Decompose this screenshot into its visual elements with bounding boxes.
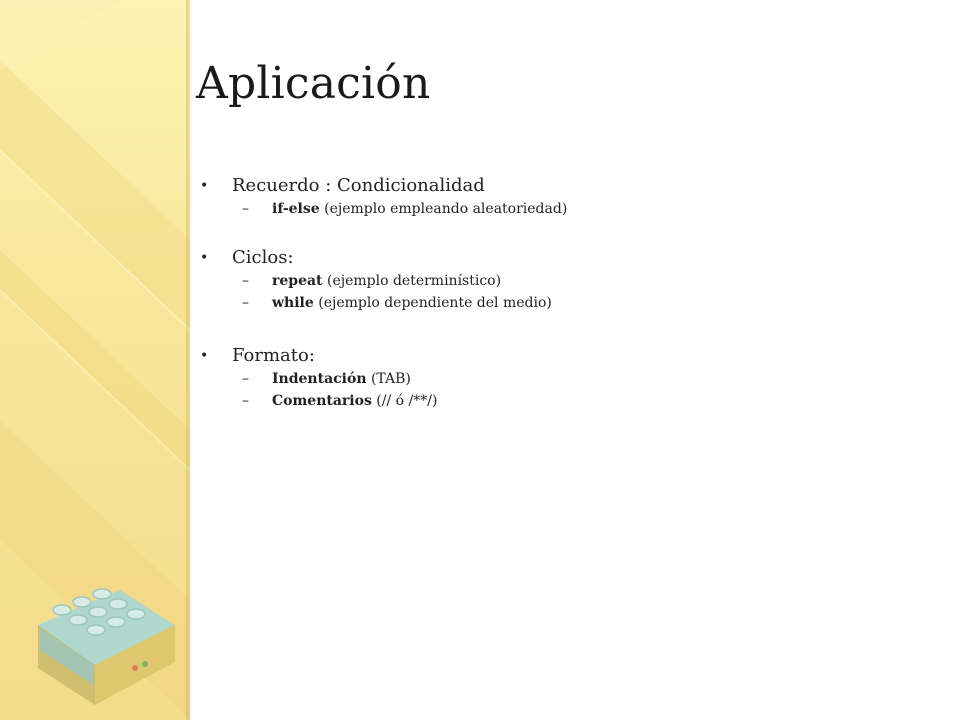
- keyword: Comentarios: [272, 393, 372, 409]
- keyword: Indentación: [272, 371, 367, 387]
- keyword: if-else: [272, 201, 320, 217]
- bullet-item: [200, 246, 940, 270]
- sub-item: [200, 270, 940, 292]
- sub-item: [200, 368, 940, 390]
- slide-content: [200, 174, 940, 412]
- dash-icon: –: [242, 295, 249, 311]
- bullet-text: Formato:: [232, 345, 315, 366]
- sidebar-divider: [186, 0, 192, 720]
- bullet-text: Recuerdo : Condicionalidad: [232, 175, 485, 196]
- slide-title: Aplicación: [196, 58, 431, 109]
- keyword: while: [272, 295, 314, 311]
- sub-item-text: (TAB): [366, 371, 411, 387]
- sub-item: [200, 292, 940, 314]
- sub-item-text: (ejemplo dependiente del medio): [313, 295, 552, 311]
- bullet-icon: •: [200, 178, 209, 194]
- bullet-item: [200, 174, 940, 198]
- bullet-icon: •: [200, 348, 209, 364]
- bullet-icon: •: [200, 250, 209, 266]
- dash-icon: –: [242, 371, 249, 387]
- dash-icon: –: [242, 273, 249, 289]
- dash-icon: –: [242, 201, 249, 217]
- sub-item-text: (// ó /**/): [371, 393, 438, 409]
- dash-icon: –: [242, 393, 249, 409]
- sub-item-text: (ejemplo determinístico): [322, 273, 502, 289]
- decorative-sidebar: [0, 0, 190, 720]
- sub-item: [200, 198, 940, 220]
- bullet-text: Ciclos:: [232, 247, 294, 268]
- keyword: repeat: [272, 273, 323, 289]
- lego-brick-icon: [0, 0, 190, 720]
- bullet-item: [200, 344, 940, 368]
- sub-item: [200, 390, 940, 412]
- sub-item-text: (ejemplo empleando aleatoriedad): [319, 201, 568, 217]
